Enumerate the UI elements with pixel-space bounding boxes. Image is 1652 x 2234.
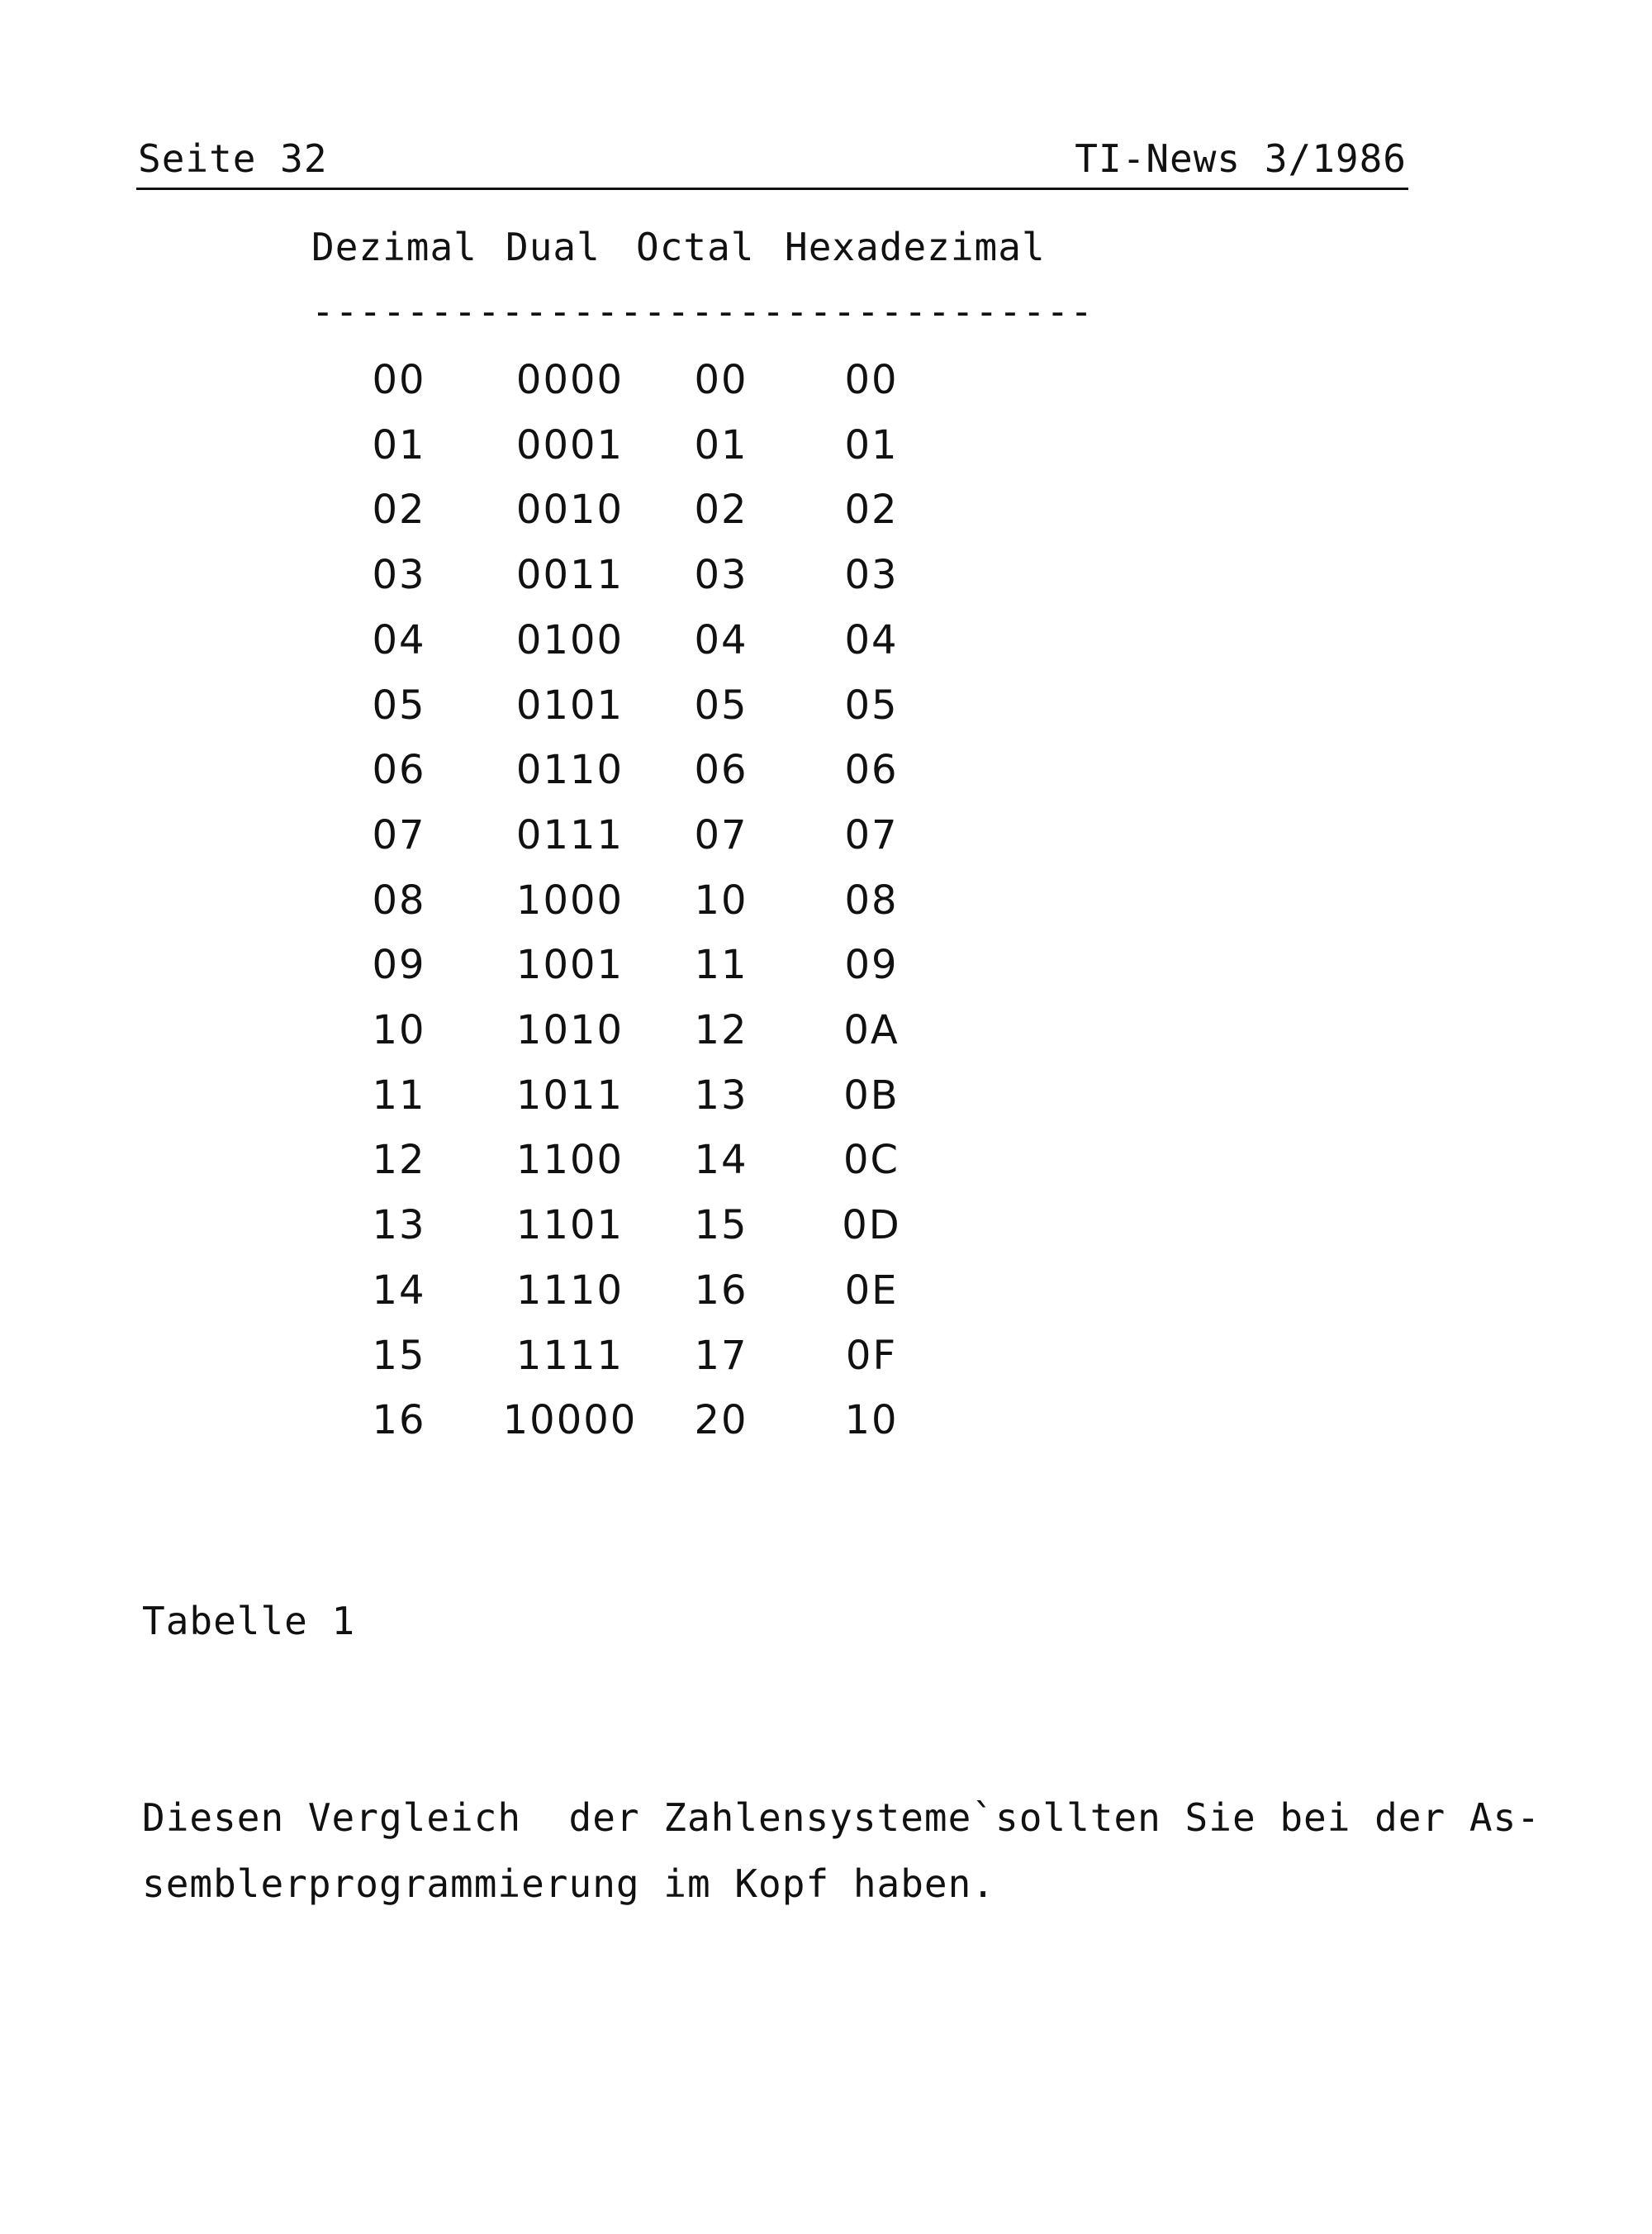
cell-octal: 17 [694, 1333, 748, 1379]
cell-dezimal: 11 [372, 1072, 426, 1119]
cell-octal: 16 [694, 1267, 748, 1314]
paragraph-line: semblerprogrammierung im Kopf haben. [142, 1861, 995, 1906]
cell-dual: 1001 [515, 942, 624, 988]
cell-dezimal: 00 [372, 357, 426, 403]
cell-dezimal: 15 [372, 1333, 426, 1379]
cell-hex: 0A [843, 1007, 900, 1053]
cell-hex: 05 [844, 682, 899, 729]
cell-hex: 04 [844, 617, 899, 663]
cell-dezimal: 04 [372, 617, 426, 663]
cell-hex: 09 [844, 942, 899, 988]
cell-dual: 10000 [502, 1397, 638, 1443]
cell-dual: 1111 [515, 1333, 624, 1379]
cell-octal: 01 [694, 422, 748, 468]
cell-octal: 05 [694, 682, 748, 729]
cell-dezimal: 08 [372, 877, 426, 924]
cell-octal: 03 [694, 552, 748, 598]
cell-dual: 1000 [515, 877, 624, 924]
cell-hex: 0E [844, 1267, 899, 1314]
cell-dezimal: 13 [372, 1202, 426, 1248]
cell-dual: 0011 [515, 552, 624, 598]
cell-dual: 0110 [515, 747, 624, 793]
cell-dual: 0000 [515, 357, 624, 403]
cell-dezimal: 06 [372, 747, 426, 793]
cell-dual: 1010 [515, 1007, 624, 1053]
cell-dezimal: 05 [372, 682, 426, 729]
cell-octal: 14 [694, 1137, 748, 1183]
cell-octal: 02 [694, 487, 748, 533]
cell-hex: 08 [844, 877, 899, 924]
cell-dezimal: 02 [372, 487, 426, 533]
cell-dezimal: 09 [372, 942, 426, 988]
cell-octal: 10 [694, 877, 748, 924]
cell-hex: 03 [844, 552, 899, 598]
cell-dual: 1100 [515, 1137, 624, 1183]
cell-hex: 10 [844, 1397, 899, 1443]
column-header-octal: Octal [636, 225, 755, 269]
column-header-dual: Dual [506, 225, 601, 269]
cell-octal: 20 [694, 1397, 748, 1443]
cell-hex: 02 [844, 487, 899, 533]
cell-dual: 0111 [515, 812, 624, 858]
cell-dual: 0010 [515, 487, 624, 533]
cell-hex: 01 [844, 422, 899, 468]
body-paragraph [142, 1785, 1540, 1917]
cell-octal: 13 [694, 1072, 748, 1119]
cell-hex: 0C [843, 1137, 900, 1183]
cell-hex: 00 [844, 357, 899, 403]
publication-issue: TI-News 3/1986 [1075, 136, 1407, 181]
column-header-hexadezimal: Hexadezimal [785, 225, 1046, 269]
cell-hex: 06 [844, 747, 899, 793]
page-number: Seite 32 [138, 136, 328, 181]
cell-dual: 0100 [515, 617, 624, 663]
cell-dezimal: 12 [372, 1137, 426, 1183]
cell-octal: 00 [694, 357, 748, 403]
paragraph-line: Diesen Vergleich der Zahlensysteme`sollten Sie bei der As- [142, 1795, 1540, 1840]
cell-octal: 12 [694, 1007, 748, 1053]
cell-octal: 11 [694, 942, 748, 988]
table-caption: Tabelle 1 [142, 1599, 356, 1643]
cell-dual: 1101 [515, 1202, 624, 1248]
cell-dezimal: 10 [372, 1007, 426, 1053]
cell-dual: 1011 [515, 1072, 624, 1119]
cell-octal: 15 [694, 1202, 748, 1248]
cell-dezimal: 14 [372, 1267, 426, 1314]
cell-dezimal: 01 [372, 422, 426, 468]
column-header-dezimal: Dezimal [311, 225, 477, 269]
cell-dual: 0001 [515, 422, 624, 468]
cell-dezimal: 16 [372, 1397, 426, 1443]
cell-dezimal: 03 [372, 552, 426, 598]
cell-hex: 07 [844, 812, 899, 858]
page-header [136, 136, 1408, 190]
cell-hex: 0D [842, 1202, 901, 1248]
cell-hex: 0F [845, 1333, 898, 1379]
table-header-rule: --------------------------------- [311, 289, 1094, 334]
cell-dezimal: 07 [372, 812, 426, 858]
cell-dual: 0101 [515, 682, 624, 729]
cell-hex: 0B [843, 1072, 900, 1119]
cell-octal: 07 [694, 812, 748, 858]
cell-dual: 1110 [515, 1267, 624, 1314]
cell-octal: 04 [694, 617, 748, 663]
cell-octal: 06 [694, 747, 748, 793]
